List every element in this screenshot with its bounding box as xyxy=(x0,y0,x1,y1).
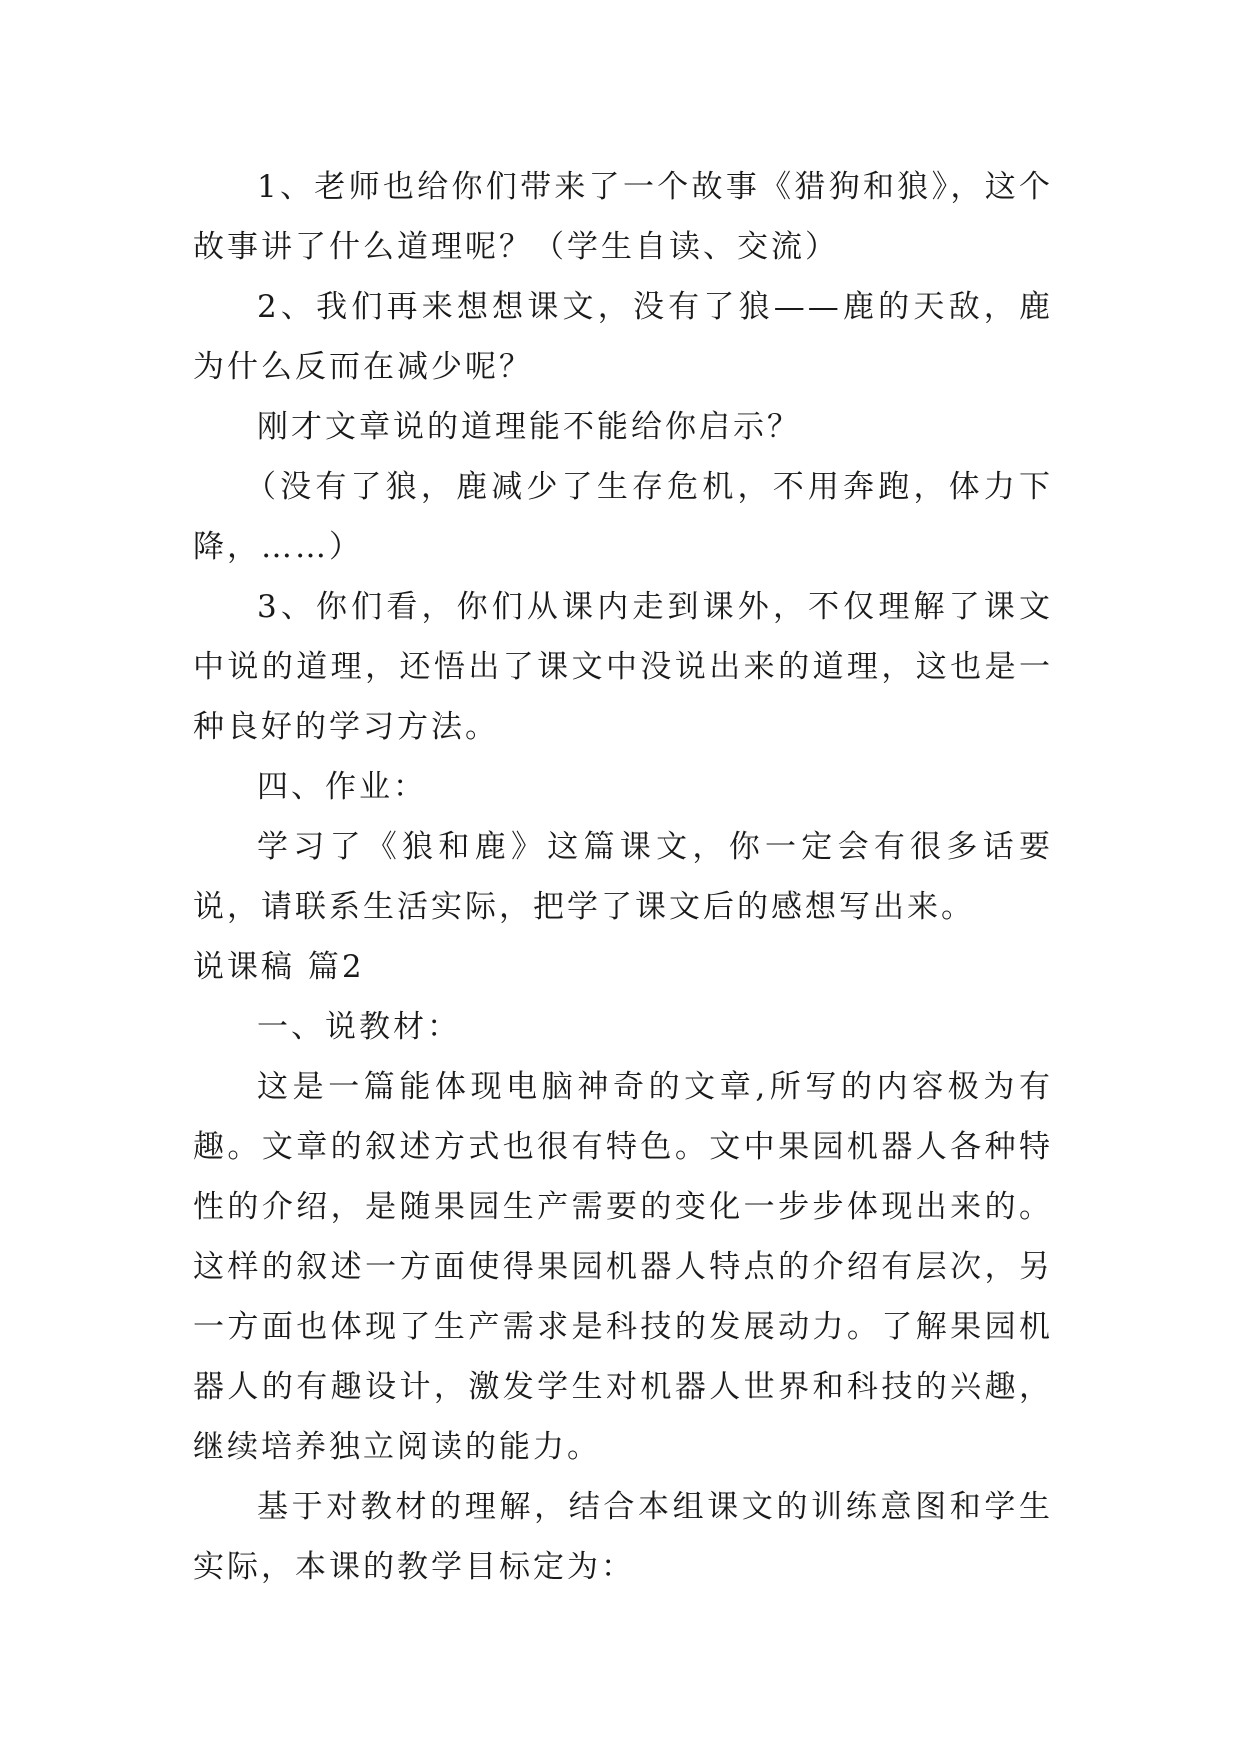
document-body xyxy=(193,157,1053,1597)
paragraph-textbook-description: 这是一篇能体现电脑神奇的文章,所写的内容极为有趣。文章的叙述方式也很有特色。文中果园机器人各种特性的介绍，是随果园生产需要的变化一步步体现出来的。这样的叙述一方面使得果园机器人特点的介绍有层次，另一方面也体现了生产需求是科技的发展动力。了解果园机器人的有趣设计，激发学生对机器人世界和科技的兴趣，继续培养独立阅读的能力。 xyxy=(193,1069,1053,1465)
paragraph-story-question: 1、老师也给你们带来了一个故事《猎狗和狼》，这个故事讲了什么道理呢？（学生自读、交流） xyxy=(193,169,1053,265)
article-title: 说课稿 篇2 xyxy=(193,949,365,985)
paragraph-teaching-goals: 基于对教材的理解，结合本组课文的训练意图和学生实际，本课的教学目标定为： xyxy=(193,1489,1053,1585)
paragraph-answer-note: （没有了狼，鹿减少了生存危机，不用奔跑，体力下降，……） xyxy=(193,469,1053,565)
paragraph-deer-question: 2、我们再来想想课文，没有了狼——鹿的天敌，鹿为什么反而在减少呢？ xyxy=(193,289,1053,385)
paragraph-homework: 学习了《狼和鹿》这篇课文，你一定会有很多话要说，请联系生活实际，把学了课文后的感想写出来。 xyxy=(193,829,1053,925)
paragraph-inspiration-question: 刚才文章说的道理能不能给你启示？ xyxy=(257,409,801,445)
section-homework-heading: 四、作业： xyxy=(257,769,427,805)
section-textbook-heading: 一、说教材： xyxy=(257,1009,461,1045)
paragraph-learning-method: 3、你们看，你们从课内走到课外，不仅理解了课文中说的道理，还悟出了课文中没说出来的道理，这也是一种良好的学习方法。 xyxy=(193,589,1053,745)
